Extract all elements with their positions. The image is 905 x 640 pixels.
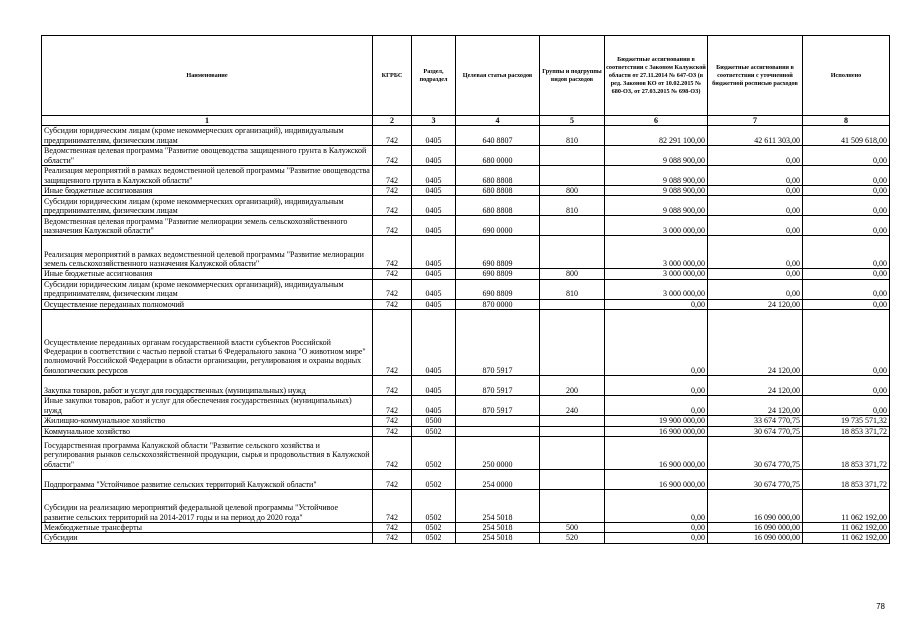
kgrbs-cell: 742	[373, 216, 412, 236]
kgrbs-cell: 742	[373, 470, 412, 490]
row-name-cell: Коммунальное хозяйство	[42, 426, 373, 436]
table-row	[42, 437, 890, 470]
section-cell: 0405	[412, 126, 456, 146]
group-cell	[540, 216, 605, 236]
article-cell: 690 8809	[456, 236, 540, 269]
table-row	[42, 269, 890, 279]
executed-cell: 0,00	[803, 196, 890, 216]
executed-cell: 11 062 192,00	[803, 523, 890, 533]
kgrbs-cell: 742	[373, 146, 412, 166]
group-cell	[540, 470, 605, 490]
assigned-cell: 9 088 900,00	[605, 196, 708, 216]
executed-cell: 41 509 618,00	[803, 126, 890, 146]
page-number: 78	[876, 602, 885, 611]
row-name-cell: Осуществление переданных полномочий	[42, 299, 373, 309]
row-name-cell: Иные закупки товаров, работ и услуг для обеспечения государственных (муниципальных) нужд	[42, 396, 373, 416]
assigned-cell: 0,00	[605, 310, 708, 376]
section-cell: 0405	[412, 186, 456, 196]
roster-cell: 0,00	[708, 279, 803, 299]
group-cell	[540, 416, 605, 426]
roster-cell: 0,00	[708, 166, 803, 186]
executed-cell: 0,00	[803, 299, 890, 309]
section-cell: 0405	[412, 310, 456, 376]
roster-cell: 16 090 000,00	[708, 490, 803, 523]
assigned-cell: 16 900 000,00	[605, 470, 708, 490]
roster-cell: 0,00	[708, 236, 803, 269]
column-number: 6	[605, 116, 708, 126]
article-cell: 254 5018	[456, 533, 540, 543]
table-row	[42, 186, 890, 196]
column-number: 8	[803, 116, 890, 126]
article-cell: 690 0000	[456, 216, 540, 236]
article-cell	[456, 426, 540, 436]
assigned-cell: 19 900 000,00	[605, 416, 708, 426]
kgrbs-cell: 742	[373, 236, 412, 269]
section-cell: 0502	[412, 490, 456, 523]
table-row	[42, 376, 890, 396]
executed-cell: 19 735 571,32	[803, 416, 890, 426]
executed-cell: 0,00	[803, 186, 890, 196]
group-cell	[540, 146, 605, 166]
roster-cell: 33 674 770,75	[708, 416, 803, 426]
section-cell: 0405	[412, 196, 456, 216]
roster-cell: 16 090 000,00	[708, 523, 803, 533]
table-row	[42, 470, 890, 490]
group-cell: 810	[540, 126, 605, 146]
group-cell: 520	[540, 533, 605, 543]
group-cell	[540, 490, 605, 523]
table-row	[42, 416, 890, 426]
header-section: Раздел, подраздел	[412, 36, 456, 116]
row-name-cell: Закупка товаров, работ и услуг для государственных (муниципальных) нужд	[42, 376, 373, 396]
roster-cell: 16 090 000,00	[708, 533, 803, 543]
kgrbs-cell: 742	[373, 396, 412, 416]
article-cell: 640 8807	[456, 126, 540, 146]
assigned-cell: 0,00	[605, 523, 708, 533]
row-name-cell: Субсидии на реализацию мероприятий федеральной целевой программы "Устойчивое развитие сельских территорий на 2014-2017 годы и на период до 2020 года"	[42, 490, 373, 523]
assigned-cell: 3 000 000,00	[605, 269, 708, 279]
executed-cell: 0,00	[803, 269, 890, 279]
assigned-cell: 16 900 000,00	[605, 426, 708, 436]
kgrbs-cell: 742	[373, 376, 412, 396]
roster-cell: 42 611 303,00	[708, 126, 803, 146]
assigned-cell: 0,00	[605, 299, 708, 309]
table-row	[42, 490, 890, 523]
table-row	[42, 196, 890, 216]
section-cell: 0405	[412, 166, 456, 186]
column-number: 5	[540, 116, 605, 126]
article-cell: 870 5917	[456, 310, 540, 376]
section-cell: 0405	[412, 279, 456, 299]
kgrbs-cell: 742	[373, 196, 412, 216]
table-row	[42, 426, 890, 436]
executed-cell: 0,00	[803, 376, 890, 396]
roster-cell: 0,00	[708, 196, 803, 216]
header-executed: Исполнено	[803, 36, 890, 116]
row-name-cell: Межбюджетные трансферты	[42, 523, 373, 533]
row-name-cell: Субсидии юридическим лицам (кроме некоммерческих организаций), индивидуальным предпринимателям, физическим лицам	[42, 196, 373, 216]
group-cell	[540, 299, 605, 309]
header-kgrbs: КГРБС	[373, 36, 412, 116]
article-cell: 250 0000	[456, 437, 540, 470]
roster-cell: 0,00	[708, 186, 803, 196]
header-roster: Бюджетные ассигнования в соответствии с уточненной бюджетной росписью расходов	[708, 36, 803, 116]
row-name-cell: Государственная программа Калужской области "Развитие сельского хозяйства и регулирования рынков сельскохозяйственной продукции, сырья и продовольствия в Калужской области"	[42, 437, 373, 470]
table-row	[42, 279, 890, 299]
section-cell: 0502	[412, 426, 456, 436]
executed-cell: 0,00	[803, 216, 890, 236]
table-row	[42, 396, 890, 416]
column-number: 3	[412, 116, 456, 126]
roster-cell: 24 120,00	[708, 376, 803, 396]
section-cell: 0405	[412, 216, 456, 236]
kgrbs-cell: 742	[373, 426, 412, 436]
group-cell: 810	[540, 279, 605, 299]
roster-cell: 30 674 770,75	[708, 437, 803, 470]
article-cell: 870 5917	[456, 376, 540, 396]
column-number: 7	[708, 116, 803, 126]
section-cell: 0405	[412, 146, 456, 166]
header-assigned: Бюджетные ассигнования в соответствии с Законом Калужской области от 27.11.2014 № 647-ОЗ (в ред. Законов КО от 10.02.2015 № 680-ОЗ, от 27.03.2015 № 698-ОЗ)	[605, 36, 708, 116]
row-name-cell: Жилищно-коммунальное хозяйство	[42, 416, 373, 426]
assigned-cell: 0,00	[605, 376, 708, 396]
kgrbs-cell: 742	[373, 416, 412, 426]
section-cell: 0502	[412, 470, 456, 490]
executed-cell: 18 853 371,72	[803, 437, 890, 470]
article-cell: 254 5018	[456, 490, 540, 523]
group-cell: 500	[540, 523, 605, 533]
roster-cell: 0,00	[708, 269, 803, 279]
kgrbs-cell: 742	[373, 166, 412, 186]
kgrbs-cell: 742	[373, 299, 412, 309]
section-cell: 0502	[412, 437, 456, 470]
column-number: 2	[373, 116, 412, 126]
executed-cell: 11 062 192,00	[803, 490, 890, 523]
executed-cell: 0,00	[803, 146, 890, 166]
column-number: 4	[456, 116, 540, 126]
row-name-cell: Субсидии юридическим лицам (кроме некоммерческих организаций), индивидуальным предпринимателям, физическим лицам	[42, 126, 373, 146]
table-header-row	[42, 36, 890, 116]
assigned-cell: 3 000 000,00	[605, 279, 708, 299]
assigned-cell: 16 900 000,00	[605, 437, 708, 470]
header-article: Целевая статья расходов	[456, 36, 540, 116]
header-group: Группы и подгруппы видов расходов	[540, 36, 605, 116]
group-cell	[540, 166, 605, 186]
section-cell: 0405	[412, 376, 456, 396]
group-cell	[540, 437, 605, 470]
executed-cell: 0,00	[803, 166, 890, 186]
article-cell: 870 5917	[456, 396, 540, 416]
kgrbs-cell: 742	[373, 437, 412, 470]
article-cell: 690 8809	[456, 279, 540, 299]
table-row	[42, 523, 890, 533]
section-cell: 0500	[412, 416, 456, 426]
table-row	[42, 166, 890, 186]
executed-cell: 0,00	[803, 236, 890, 269]
assigned-cell: 9 088 900,00	[605, 186, 708, 196]
section-cell: 0405	[412, 299, 456, 309]
kgrbs-cell: 742	[373, 269, 412, 279]
article-cell: 680 8808	[456, 186, 540, 196]
section-cell: 0405	[412, 269, 456, 279]
group-cell	[540, 426, 605, 436]
section-cell: 0405	[412, 396, 456, 416]
kgrbs-cell: 742	[373, 533, 412, 543]
group-cell	[540, 236, 605, 269]
row-name-cell: Подпрограмма "Устойчивое развитие сельских территорий Калужской области"	[42, 470, 373, 490]
assigned-cell: 9 088 900,00	[605, 166, 708, 186]
table-row	[42, 236, 890, 269]
kgrbs-cell: 742	[373, 490, 412, 523]
section-cell: 0405	[412, 236, 456, 269]
article-cell: 254 5018	[456, 523, 540, 533]
roster-cell: 24 120,00	[708, 299, 803, 309]
roster-cell: 24 120,00	[708, 310, 803, 376]
group-cell	[540, 310, 605, 376]
article-cell: 680 8808	[456, 196, 540, 216]
assigned-cell: 9 088 900,00	[605, 146, 708, 166]
kgrbs-cell: 742	[373, 186, 412, 196]
assigned-cell: 0,00	[605, 490, 708, 523]
executed-cell: 0,00	[803, 396, 890, 416]
article-cell: 680 8808	[456, 166, 540, 186]
column-number-row	[42, 116, 890, 126]
row-name-cell: Субсидии	[42, 533, 373, 543]
assigned-cell: 3 000 000,00	[605, 236, 708, 269]
assigned-cell: 82 291 100,00	[605, 126, 708, 146]
header-name: Наименование	[42, 36, 373, 116]
row-name-cell: Осуществление переданных органам государственной власти субъектов Российской Федерации в соответствии с частью первой статьи 6 Федерального закона "О животном мире" полномочий Российской Федерации в области организации, регулирования и охраны водных биологических ресурсов	[42, 310, 373, 376]
article-cell: 870 0000	[456, 299, 540, 309]
assigned-cell: 0,00	[605, 396, 708, 416]
article-cell: 680 0000	[456, 146, 540, 166]
roster-cell: 24 120,00	[708, 396, 803, 416]
article-cell	[456, 416, 540, 426]
column-number: 1	[42, 116, 373, 126]
row-name-cell: Реализация мероприятий в рамках ведомственной целевой программы "Развитие мелиорации земель сельскохозяйственного назначения Калужской области"	[42, 236, 373, 269]
kgrbs-cell: 742	[373, 310, 412, 376]
row-name-cell: Иные бюджетные ассигнования	[42, 186, 373, 196]
executed-cell: 18 853 371,72	[803, 426, 890, 436]
table-row	[42, 146, 890, 166]
row-name-cell: Реализация мероприятий в рамках ведомственной целевой программы "Развитие овощеводства защищенного грунта в Калужской области"	[42, 166, 373, 186]
table-row	[42, 299, 890, 309]
table-row	[42, 126, 890, 146]
roster-cell: 30 674 770,75	[708, 470, 803, 490]
executed-cell: 11 062 192,00	[803, 533, 890, 543]
table-body	[42, 126, 890, 544]
row-name-cell: Субсидии юридическим лицам (кроме некоммерческих организаций), индивидуальным предпринимателям, физическим лицам	[42, 279, 373, 299]
table-row	[42, 216, 890, 236]
budget-table	[41, 35, 890, 544]
group-cell: 800	[540, 269, 605, 279]
table-row	[42, 310, 890, 376]
executed-cell: 0,00	[803, 279, 890, 299]
assigned-cell: 0,00	[605, 533, 708, 543]
roster-cell: 30 674 770,75	[708, 426, 803, 436]
row-name-cell: Ведомственная целевая программа "Развитие овощеводства защищенного грунта в Калужской области"	[42, 146, 373, 166]
kgrbs-cell: 742	[373, 126, 412, 146]
group-cell: 200	[540, 376, 605, 396]
article-cell: 690 8809	[456, 269, 540, 279]
roster-cell: 0,00	[708, 216, 803, 236]
section-cell: 0502	[412, 533, 456, 543]
kgrbs-cell: 742	[373, 523, 412, 533]
executed-cell: 0,00	[803, 310, 890, 376]
section-cell: 0502	[412, 523, 456, 533]
document-page	[41, 35, 889, 544]
group-cell: 240	[540, 396, 605, 416]
article-cell: 254 0000	[456, 470, 540, 490]
roster-cell: 0,00	[708, 146, 803, 166]
assigned-cell: 3 000 000,00	[605, 216, 708, 236]
kgrbs-cell: 742	[373, 279, 412, 299]
row-name-cell: Иные бюджетные ассигнования	[42, 269, 373, 279]
table-row	[42, 533, 890, 543]
row-name-cell: Ведомственная целевая программа "Развитие мелиорации земель сельскохозяйственного назначения Калужской области"	[42, 216, 373, 236]
group-cell: 810	[540, 196, 605, 216]
executed-cell: 18 853 371,72	[803, 470, 890, 490]
group-cell: 800	[540, 186, 605, 196]
